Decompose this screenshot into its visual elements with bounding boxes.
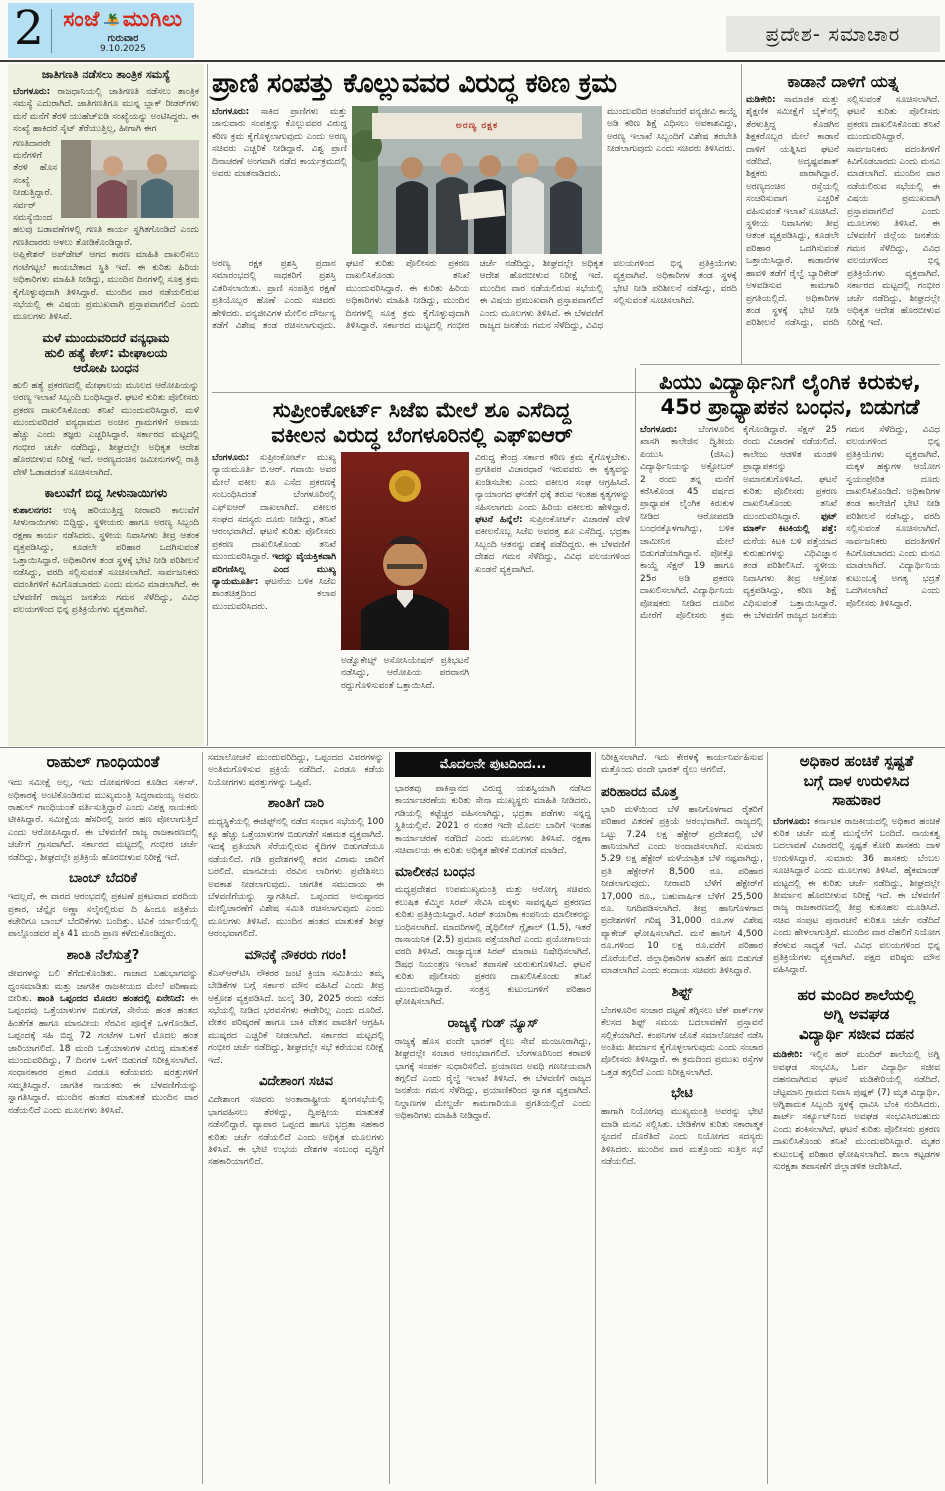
pu-body-bold: ಫುಟ್ ಮಾರ್ಕ್ ಕಿಟಕಿಯಲ್ಲಿ ಪತ್ತೆ: (743, 511, 837, 535)
cji-col-right: ವಿರುದ್ಧ ಕೇಂದ್ರ ಸರ್ಕಾರ ಕಠಿಣ ಕ್ರಮ ಕೈಗೊಳ್ಳಬೇಕು. ಪ್ರಗತಿಪರ ವಿಚಾರಧಾರೆ ಇರುವವರು ಈ ಕೃತ್ಯವನ್ನು ಖಂಡಿಸಬೇಕು ಎಂದು ವಕೀಲರ ಸಂಘ ಆಗ್ರಹಿಸಿದೆ. ನ್ಯಾಯಾಂಗದ ಘನತೆಗೆ ಧಕ್ಕೆ ತರುವ ಇಂತಹ ಕೃತ್ಯಗಳನ್ನು ಸಹಿಸಲಾಗದು ಎಂದು ಹಿರಿಯ ವಕೀಲರು ಹೇಳಿದ್ದಾರೆ. ಘಟನೆ ಹಿನ್ನೆಲೆ: ಸುಪ್ರೀಂಕೋರ್ಟ್ ವಿಚಾರಣೆ ವೇಳೆ ವಕೀಲನೊಬ್ಬ ಸಿಜೆಐ ಅವರತ್ತ ಶೂ ಎಸೆದಿದ್ದ. ಭದ್ರತಾ ಸಿಬ್ಬಂದಿ ಆತನನ್ನು ವಶಕ್ಕೆ ಪಡೆದಿದ್ದರು. ಈ ಬೆಳವಣಿಗೆ ದೇಶದ ಗಮನ ಸೆಳೆದಿದ್ದು, ವಿವಿಧ ವಲಯಗಳಿಂದ ಖಂಡನೆ ವ್ಯಕ್ತವಾಗಿದೆ. (475, 453, 630, 575)
cji-headline-line2: ವಕೀಲನ ವಿರುದ್ಧ ಬೆಂಗಳೂರಿನಲ್ಲಿ ಎಫ್ಐಆರ್ (271, 422, 573, 447)
col4-body-1: ನಿರೀಕ್ಷಿಸಲಾಗಿದೆ. ಇದು ಕೇರಳಕ್ಕೆ ಕಾರ್ಯನಿರ್ವಹಿಸುವ ಮತ್ತೊಂದು ವಂದೇ ಭಾರತ್ ರೈಲು ಆಗಲಿದೆ. (601, 753, 763, 776)
pu-dateline: ಬೆಂಗಳೂರು: (640, 425, 678, 435)
cji-photo (341, 452, 469, 650)
fire-dateline: ಮಡಿಕೇರಿ: (773, 1050, 803, 1061)
peace-body-bold: ಶಾಂತಿ ಒಪ್ಪಂದದ ಮೊದಲ ಹಂತದಲ್ಲಿ ಏನೇನಿದೆ: (37, 993, 185, 1004)
article-caste-census (8, 64, 204, 746)
from-first-page-box: ಮೊದಲನೇ ಪುಟದಿಂದ... (395, 752, 591, 777)
animal-bottom-text: ಅರಣ್ಯ ರಕ್ಷಕ ಪ್ರಶಸ್ತಿ ಪ್ರದಾನ ಸಮಾರಂಭದಲ್ಲಿ ಸಾಧಕರಿಗೆ ಪ್ರಶಸ್ತಿ ವಿತರಿಸಲಾಯಿತು. ಪ್ರಾಣಿ ಸಂಪತ್ತಿನ ರಕ್ಷಣೆ ಪ್ರತಿಯೊಬ್ಬರ ಹೊಣೆ ಎಂದು ಸಚಿವರು ಹೇಳಿದರು. ವನ್ಯಜೀವಿಗಳ ಮೇಲಿನ ದೌರ್ಜನ್ಯ ತಡೆಗೆ ವಿಶೇಷ ತಂಡ ರಚಿಸಲಾಗುವುದು. ಘಟನೆ ಕುರಿತು ಪೊಲೀಸರು ಪ್ರಕರಣ ದಾಖಲಿಸಿಕೊಂಡು ತನಿಖೆ ಮುಂದುವರಿಸಿದ್ದಾರೆ. ಈ ಕುರಿತು ಹಿರಿಯ ಅಧಿಕಾರಿಗಳು ಮಾಹಿತಿ ನೀಡಿದ್ದು, ಮುಂದಿನ ದಿನಗಳಲ್ಲಿ ಸೂಕ್ತ ಕ್ರಮ ಕೈಗೊಳ್ಳುವುದಾಗಿ ತಿಳಿಸಿದ್ದಾರೆ. ಸರ್ಕಾರದ ಮಟ್ಟದಲ್ಲಿ ಗಂಭೀರ ಚರ್ಚೆ ನಡೆದಿದ್ದು, ಶೀಘ್ರದಲ್ಲೇ ಅಧಿಕೃತ ಆದೇಶ ಹೊರಬೀಳುವ ನಿರೀಕ್ಷೆ ಇದೆ. ಮುಂದಿನ ವಾರ ನಡೆಯಲಿರುವ ಸಭೆಯಲ್ಲಿ ಈ ವಿಷಯ ಪ್ರಮುಖವಾಗಿ ಪ್ರಸ್ತಾಪವಾಗಲಿದೆ ಎಂದು ಮೂಲಗಳು ತಿಳಿಸಿವೆ. ಈ ಬೆಳವಣಿಗೆ ರಾಜ್ಯದ ಜನತೆಯ ಗಮನ ಸೆಳೆದಿದ್ದು, ವಿವಿಧ ವಲಯಗಳಿಂದ ಭಿನ್ನ ಪ್ರತಿಕ್ರಿಯೆಗಳು ವ್ಯಕ್ತವಾಗಿವೆ. ಅಧಿಕಾರಿಗಳ ತಂಡ ಸ್ಥಳಕ್ಕೆ ಭೇಟಿ ನೀಡಿ ಪರಿಶೀಲನೆ ನಡೆಸಿದ್ದು, ವರದಿ ಸಲ್ಲಿಸುವಂತೆ ಸೂಚಿಸಲಾಗಿದೆ. (212, 259, 737, 332)
peace-way-subhead: ಶಾಂತಿಗೆ ದಾರಿ (267, 796, 325, 812)
cji-left-bold: ಇದನ್ನು ವೈಯಕ್ತಿಕವಾಗಿ ಪರಿಗಣಿಸಿಲ್ಲ ಎಂದ ಮುಖ್ಯ ನ್ಯಾಯಮೂರ್ತಿ: (212, 552, 336, 588)
owner-arrest-subhead: ಮಾಲೀಕನ ಬಂಧನ (395, 864, 475, 881)
bottom-col-4 (601, 752, 763, 1484)
animal-col-left: ಬೆಂಗಳೂರು: ಸಾಕಿದ ಪ್ರಾಣಿಗಳು ಮತ್ತು ಜಾನುವಾರು ಸಂಪತ್ತನ್ನು ಕೊಲ್ಲುವವರ ವಿರುದ್ಧ ಕಠಿಣ ಕ್ರಮ ಕೈಗೊಳ್ಳಲಾಗುವುದು ಎಂದು ಅರಣ್ಯ ಸಚಿವರು ಎಚ್ಚರಿಕೆ ನೀಡಿದ್ದಾರೆ. ವಿಶ್ವ ಪ್ರಾಣಿ ದಿನಾಚರಣೆ ಅಂಗವಾಗಿ ನಡೆದ ಕಾರ್ಯಕ್ರಮದಲ್ಲಿ ಅವರು ಮಾತನಾಡಿದರು. (212, 107, 347, 180)
bomb-body: ಇದಲ್ಲದೆ, ಈ ವಾರದ ಆರಂಭದಲ್ಲಿ ಪ್ರಕಟಣೆ ಪ್ರಕಟವಾದ ವರದಿಯ ಪ್ರಕಾರ, ಚೆನ್ನೈನ ಅಣ್ಣಾ ಸಲೈನಲ್ಲಿರುವ ದಿ ಹಿಂದೂ ಪತ್ರಿಕೆಯ ಕಚೇರಿಗೂ ಬಾಂಬ್ ಬೆದರಿಕೆಗಳು ಬಂದಿತ್ತು. ಟಿವಿಕೆ ರ್ಯಾಲಿಯಲ್ಲಿ ಪಾಲ್ಗೊಂಡವರ ಪೈಕಿ 41 ಮಂದಿ ಪ್ರಾಣ ಕಳೆದುಕೊಂಡಿದ್ದರು. (8, 892, 198, 940)
caste-body-3: ಅಪ್ಲಿಕೇಶನ್ ಅಪ್‌ಡೇಟ್ ಆಗದ ಕಾರಣ ಮಾಹಿತಿ ದಾಖಲಿಸಲು ಗಂಟೆಗಟ್ಟಲೆ ಕಾಯಬೇಕಾದ ಸ್ಥಿತಿ ಇದೆ. ಈ ಕುರಿತು ಹಿರಿಯ ಅಧಿಕಾರಿಗಳು ಮಾಹಿತಿ ನೀಡಿದ್ದು, ಮುಂದಿನ ದಿನಗಳಲ್ಲಿ ಸೂಕ್ತ ಕ್ರಮ ಕೈಗೊಳ್ಳುವುದಾಗಿ ತಿಳಿಸಿದ್ದಾರೆ. ಮುಂದಿನ ವಾರ ನಡೆಯಲಿರುವ ಸಭೆಯಲ್ಲಿ ಈ ವಿಷಯ ಪ್ರಮುಖವಾಗಿ ಪ್ರಸ್ತಾಪವಾಗಲಿದೆ ಎಂದು ಮೂಲಗಳು ತಿಳಿಸಿವೆ. (13, 250, 199, 323)
caste-photo (61, 140, 199, 222)
col2-body-1: ಸಮಾಲೋಚನೆ ಮುಂದುವರಿದಿದ್ದು, ಒಪ್ಪಂದದ ವಿವರಗಳನ್ನು ಅಂತಿಮಗೊಳಿಸುವ ಪ್ರಕ್ರಿಯೆ ನಡೆದಿದೆ. ಎರಡೂ ಕಡೆಯ ನಿಯೋಗಗಳು ಷರತ್ತುಗಳನ್ನು ಒಪ್ಪಿವೆ. (208, 753, 384, 788)
animal-col-right: ಮುಂದುವರಿದ ಅಂಶವೆಂದರೆ ವನ್ಯಜೀವಿ ಕಾಯ್ದೆ ಅಡಿ ಕಠಿಣ ಶಿಕ್ಷೆ ವಿಧಿಸಲು ಅವಕಾಶವಿದ್ದು, ಅರಣ್ಯ ಇಲಾಖೆ ಸಿಬ್ಬಂದಿಗೆ ವಿಶೇಷ ತರಬೇತಿ ನೀಡಲಾಗುವುದು ಎಂದು ಸಚಿವರು ತಿಳಿಸಿದರು. (607, 107, 737, 155)
bottom-col-1 (8, 752, 198, 1484)
visit-subhead: ಭೇಟಿ (671, 1086, 693, 1102)
rahul-body-1: ಇದು ಸಮೀಕ್ಷೆ ಅಲ್ಲ, ಇದು ದೋಷಗಳಿಂದ ಕೂಡಿದ ಸರ್ಕಸ್. ಅಧಿಕಾರಕ್ಕೆ ಅಂಟಿಕೊಂಡಿರುವ ಮುಖ್ಯಮಂತ್ರಿ ಸಿದ್ದರಾಮಯ್ಯ ಅವರು ರಾಹುಲ್ ಗಾಂಧಿಯಂತೆ ವರ್ತಿಸುತ್ತಿದ್ದಾರೆ ಎಂದು ವಿಪಕ್ಷ ನಾಯಕರು ಟೀಕಿಸಿದ್ದಾರೆ. ಸಮೀಕ್ಷೆಯ ಹೆಸರಿನಲ್ಲಿ ಜನರ ಹಣ ಪೋಲಾಗುತ್ತಿದೆ ಎಂದು ಆರೋಪಿಸಿದ್ದಾರೆ. ಈ ಬೆಳವಣಿಗೆ ರಾಜ್ಯ ರಾಜಕಾರಣದಲ್ಲಿ ಚರ್ಚೆಗೆ ಗ್ರಾಸವಾಗಿದೆ. ಸರ್ಕಾರದ ಮಟ್ಟದಲ್ಲಿ ಗಂಭೀರ ಚರ್ಚೆ ನಡೆದಿದ್ದು, ಶೀಘ್ರದಲ್ಲೇ ಪ್ರತಿಕ್ರಿಯೆ ಹೊರಬೀಳುವ ನಿರೀಕ್ಷೆ ಇದೆ. (8, 778, 198, 863)
shift-subhead: ಶಿಫ್ಟ್ (671, 984, 693, 1000)
page-number: 2 (14, 1, 44, 56)
pu-headline (640, 370, 940, 420)
animal-photo-banner: ಅರಣ್ಯ ರಕ್ಷಕ (372, 113, 582, 138)
power-share-headline (773, 752, 940, 811)
animal-photo (352, 106, 602, 254)
cji-col-mid-below: ಅಡ್ವೊಕೇಟ್ಸ್ ಅಸೋಸಿಯೇಷನ್ ಪ್ರತಿಭಟನೆ ನಡೆಸಿದ್ದು, ಆರೋಪಿಯ ಪರವಾನಗಿ ರದ್ದುಗೊಳಿಸುವಂತೆ ಒತ್ತಾಯಿಸಿದೆ. (341, 656, 469, 691)
col-rule-2 (741, 64, 742, 364)
pu-body: ಬೆಂಗಳೂರು: ಬೆಂಗಳೂರಿನ ಖಾಸಗಿ ಕಾಲೇಜಿನ ದ್ವಿತೀಯ ಪಿಯುಸಿ (ಜಿಸಿಎ) ವಿದ್ಯಾರ್ಥಿನಿಯನ್ನು ಅಕ್ಟೋಬರ್ 2 ರಂದು ತನ್ನ ಮನೆಗೆ ಕರೆಸಿಕೊಂಡ 45 ವರ್ಷದ ಪ್ರಾಧ್ಯಾಪಕ ಲೈಂಗಿಕ ಕಿರುಕುಳ ನೀಡಿದ ಆರೋಪದಡಿ ಬಂಧನಕ್ಕೊಳಗಾಗಿದ್ದು, ಬಳಿಕ ಜಾಮೀನಿನ ಮೇಲೆ ಬಿಡುಗಡೆಯಾಗಿದ್ದಾನೆ. ಪೋಕ್ಸೊ ಕಾಯ್ದೆ ಸೆಕ್ಷನ್ 19 ಹಾಗೂ 25ರ ಅಡಿ ಪ್ರಕರಣ ದಾಖಲಿಸಲಾಗಿದೆ. ವಿದ್ಯಾರ್ಥಿನಿಯ ಪೋಷಕರು ನೀಡಿದ ದೂರಿನ ಮೇರೆಗೆ ಪೊಲೀಸರು ಕ್ರಮ ಕೈಗೊಂಡಿದ್ದಾರೆ. ಸೆಕ್ಷನ್ 25 ರಂದು ವಿಚಾರಣೆ ನಡೆಯಲಿದೆ. ಕಾಲೇಜು ಆಡಳಿತ ಮಂಡಳಿ ಪ್ರಾಧ್ಯಾಪಕನನ್ನು ಅಮಾನತುಗೊಳಿಸಿದೆ. ಘಟನೆ ಕುರಿತು ಪೊಲೀಸರು ಪ್ರಕರಣ ದಾಖಲಿಸಿಕೊಂಡು ತನಿಖೆ ಮುಂದುವರಿಸಿದ್ದಾರೆ. ಫುಟ್ ಮಾರ್ಕ್ ಕಿಟಕಿಯಲ್ಲಿ ಪತ್ತೆ: ಮನೆಯ ಕಿಟಕಿ ಬಳಿ ಪತ್ತೆಯಾದ ಕುರುಹುಗಳನ್ನು ವಿಧಿವಿಜ್ಞಾನ ತಂಡ ಪರಿಶೀಲಿಸಿದೆ. ಸ್ಥಳೀಯ ನಿವಾಸಿಗಳು ತೀವ್ರ ಆಕ್ರೋಶ ವ್ಯಕ್ತಪಡಿಸಿದ್ದು, ಕಠಿಣ ಶಿಕ್ಷೆ ವಿಧಿಸುವಂತೆ ಒತ್ತಾಯಿಸಿದ್ದಾರೆ. ಈ ಬೆಳವಣಿಗೆ ರಾಜ್ಯದ ಜನತೆಯ ಗಮನ ಸೆಳೆದಿದ್ದು, ವಿವಿಧ ವಲಯಗಳಿಂದ ಭಿನ್ನ ಪ್ರತಿಕ್ರಿಯೆಗಳು ವ್ಯಕ್ತವಾಗಿವೆ. ಮಕ್ಕಳ ಹಕ್ಕುಗಳ ಆಯೋಗ ಸ್ವಯಂಪ್ರೇರಿತ ದೂರು ದಾಖಲಿಸಿಕೊಂಡಿದೆ. ಅಧಿಕಾರಿಗಳ ತಂಡ ಕಾಲೇಜಿಗೆ ಭೇಟಿ ನೀಡಿ ಪರಿಶೀಲನೆ ನಡೆಸಿದ್ದು, ವರದಿ ಸಲ್ಲಿಸುವಂತೆ ಸೂಚಿಸಲಾಗಿದೆ. ಸಾರ್ವಜನಿಕರು ವದಂತಿಗಳಿಗೆ ಕಿವಿಗೊಡಬಾರದು ಎಂದು ಮನವಿ ಮಾಡಲಾಗಿದೆ. ವಿದ್ಯಾರ್ಥಿನಿಯ ಕುಟುಂಬಕ್ಕೆ ಅಗತ್ಯ ಭದ್ರತೆ ಒದಗಿಸಲಾಗಿದೆ ಎಂದು ಪೊಲೀಸರು ತಿಳಿಸಿದ್ದಾರೆ. (640, 425, 940, 622)
compensation-subhead: ಪರಿಹಾರದ ಮೊತ್ತ (601, 783, 678, 800)
col-rule-3 (635, 368, 636, 746)
shift-body: ಬೆಂಗಳೂರಿನ ಸಂಚಾರ ದಟ್ಟಣೆ ತಗ್ಗಿಸಲು ಟೆಕ್ ಪಾರ್ಕ್‌ಗಳ ಕೆಲಸದ ಶಿಫ್ಟ್ ಸಮಯ ಬದಲಾವಣೆಗೆ ಪ್ರಸ್ತಾವನೆ ಸಲ್ಲಿಕೆಯಾಗಿದೆ. ಕಂಪನಿಗಳ ಜೊತೆ ಸಮಾಲೋಚನೆ ನಡೆಸಿ ಅಂತಿಮ ತೀರ್ಮಾನ ಕೈಗೊಳ್ಳಲಾಗುವುದು ಎಂದು ಸಂಚಾರ ಪೊಲೀಸರು ತಿಳಿಸಿದ್ದಾರೆ. ಈ ಕ್ರಮದಿಂದ ಪ್ರಮುಖ ರಸ್ತೆಗಳ ಒತ್ತಡ ತಗ್ಗಲಿದೆ ಎಂದು ನಿರೀಕ್ಷಿಸಲಾಗಿದೆ. (601, 1005, 763, 1078)
power-share-headline-line3: ಸಾಹುಕಾರ (832, 791, 881, 809)
compensation-body: ಭಾರಿ ಮಳೆಯಿಂದ ಬೆಳೆ ಹಾನಿಗೊಳಗಾದ ರೈತರಿಗೆ ಪರಿಹಾರ ವಿತರಣೆ ಪ್ರಕ್ರಿಯೆ ಆರಂಭವಾಗಿದೆ. ರಾಜ್ಯದಲ್ಲಿ ಒಟ್ಟು 7.24 ಲಕ್ಷ ಹೆಕ್ಟೇರ್ ಪ್ರದೇಶದಲ್ಲಿ ಬೆಳೆ ಹಾನಿಯಾಗಿದೆ ಎಂದು ಅಂದಾಜಿಸಲಾಗಿದೆ. ಸುಮಾರು 5.29 ಲಕ್ಷ ಹೆಕ್ಟೇರ್ ಮಳೆಯಾಶ್ರಿತ ಬೆಳೆ ನಷ್ಟವಾಗಿದ್ದು, ಪ್ರತಿ ಹೆಕ್ಟೇರ್‌ಗೆ 8,500 ರೂ. ಪರಿಹಾರ ನೀಡಲಾಗುವುದು. ನೀರಾವರಿ ಬೆಳೆಗೆ ಹೆಕ್ಟೇರ್‌ಗೆ 17,000 ರೂ., ಬಹುವಾರ್ಷಿಕ ಬೆಳೆಗೆ 25,500 ರೂ. ನಿಗದಿಪಡಿಸಲಾಗಿದೆ. ತೀವ್ರ ಹಾನಿಗೊಳಗಾದ ಪ್ರದೇಶಗಳಿಗೆ ಗರಿಷ್ಠ 31,000 ರೂ.ಗಳ ವಿಶೇಷ ಪ್ಯಾಕೇಜ್ ಘೋಷಿಸಲಾಗಿದೆ. ಮನೆ ಹಾನಿಗೆ 4,500 ರೂ.ಗಳಿಂದ 10 ಲಕ್ಷ ರೂ.ವರೆಗೆ ಪರಿಹಾರ ದೊರೆಯಲಿದೆ. ಜಿಲ್ಲಾಧಿಕಾರಿಗಳ ಖಾತೆಗೆ ಹಣ ಬಿಡುಗಡೆ ಮಾಡಲಾಗಿದೆ ಎಂದು ಕಂದಾಯ ಸಚಿವರು ತಿಳಿಸಿದ್ದಾರೆ. (601, 804, 763, 977)
foreign-minister-body: ವಿದೇಶಾಂಗ ಸಚಿವರು ಅಂತಾರಾಷ್ಟ್ರೀಯ ಶೃಂಗಸಭೆಯಲ್ಲಿ ಭಾಗವಹಿಸಲು ತೆರಳಿದ್ದು, ದ್ವಿಪಕ್ಷೀಯ ಮಾತುಕತೆ ನಡೆಸಲಿದ್ದಾರೆ. ವ್ಯಾಪಾರ ಒಪ್ಪಂದ ಹಾಗೂ ಭದ್ರತಾ ಸಹಕಾರ ಕುರಿತು ಚರ್ಚೆ ನಡೆಯಲಿದೆ ಎಂದು ಅಧಿಕೃತ ಮೂಲಗಳು ತಿಳಿಸಿವೆ. ಈ ಭೇಟಿ ಉಭಯ ದೇಶಗಳ ಸಂಬಂಧ ವೃದ್ಧಿಗೆ ಸಹಕಾರಿಯಾಗಲಿದೆ. (208, 1095, 384, 1168)
caste-subhead1-line2: ಹುಲಿ ಹತ್ಯೆ ಕೇಸ್: ಮೇಘಾಲಯ (44, 345, 168, 360)
owner-arrest-body: ಮಧ್ಯಪ್ರದೇಶದ ಉಪಮುಖ್ಯಮಂತ್ರಿ ಮತ್ತು ಆರೋಗ್ಯ ಸಚಿವರು ಕಲುಷಿತ ಕೆಮ್ಮಿನ ಸಿರಪ್ ಸೇವಿಸಿ ಮಕ್ಕಳು ಸಾವನ್ನಪ್ಪಿದ ಪ್ರಕರಣದ ಕುರಿತು ಪ್ರತಿಕ್ರಿಯಿಸಿದ್ದಾರೆ. ಸಿರಪ್ ತಯಾರಿಕಾ ಕಂಪನಿಯ ಮಾಲೀಕನನ್ನು ಬಂಧಿಸಲಾಗಿದೆ. ಮಾದರಿಗಳಲ್ಲಿ ಡೈಥಿಲೀನ್ ಗ್ಲೈಕಾಲ್ (1.5), ಇತರೆ ರಾಸಾಯನಿಕ (2.5) ಪ್ರಮಾಣ ಪತ್ತೆಯಾಗಿದೆ ಎಂದು ಪ್ರಯೋಗಾಲಯ ವರದಿ ತಿಳಿಸಿದೆ. ರಾಜ್ಯಾದ್ಯಂತ ಸಿರಪ್ ಮಾರಾಟ ನಿಷೇಧಿಸಲಾಗಿದೆ. ಔಷಧ ನಿಯಂತ್ರಣ ಇಲಾಖೆ ತಪಾಸಣೆ ಚುರುಕುಗೊಳಿಸಿದೆ. ಘಟನೆ ಕುರಿತು ಪೊಲೀಸರು ಪ್ರಕರಣ ದಾಖಲಿಸಿಕೊಂಡು ತನಿಖೆ ಮುಂದುವರಿಸಿದ್ದಾರೆ. ಸಂತ್ರಸ್ತ ಕುಟುಂಬಗಳಿಗೆ ಪರಿಹಾರ ಘೋಷಿಸಲಾಗಿದೆ. (395, 885, 591, 1008)
animal-headline: ಪ್ರಾಣಿ ಸಂಪತ್ತು ಕೊಲ್ಲುವವರ ವಿರುದ್ಧ ಕಠಿಣ ಕ್ರಮ (212, 68, 617, 99)
section-title: ಪ್ರದೇಶ- ಸಮಾಚಾರ (726, 16, 940, 52)
bottom-col-3 (395, 752, 591, 1484)
power-share-headline-line2: ಬಗ್ಗೆ ದಾಳ ಉರುಳಿಸಿದ (803, 771, 910, 790)
workers-subhead: ಮೌನಕ್ಕೆ ನೌಕರರು ಗರಂ! (244, 947, 348, 963)
elephant-body: ಮಡಿಕೇರಿ: ಸಾಮಾಜಿಕ ಮತ್ತು ಶೈಕ್ಷಣಿಕ ಸಮೀಕ್ಷೆಗೆ ಬೈಕ್‌ನಲ್ಲಿ ತೆರಳುತ್ತಿದ್ದ ಕೊಡಗಿನ ಶಿಕ್ಷಕರೊಬ್ಬರ ಮೇಲೆ ಕಾಡಾನೆ ದಾಳಿಗೆ ಯತ್ನಿಸಿದ ಘಟನೆ ನಡೆದಿದೆ. ಅದೃಷ್ಟವಶಾತ್ ಶಿಕ್ಷಕರು ಪಾರಾಗಿದ್ದಾರೆ. ಅರಣ್ಯದಂಚಿನ ರಸ್ತೆಯಲ್ಲಿ ಸಂಚರಿಸುವಾಗ ಎಚ್ಚರಿಕೆ ವಹಿಸುವಂತೆ ಇಲಾಖೆ ಸೂಚಿಸಿದೆ. ಸ್ಥಳೀಯ ನಿವಾಸಿಗಳು ತೀವ್ರ ಆತಂಕ ವ್ಯಕ್ತಪಡಿಸಿದ್ದು, ಕೂಡಲೇ ಪರಿಹಾರ ಒದಗಿಸುವಂತೆ ಒತ್ತಾಯಿಸಿದ್ದಾರೆ. ಕಾಡಾನೆಗಳ ಹಾವಳಿ ತಡೆಗೆ ರೈಲ್ವೆ ಬ್ಯಾರಿಕೇಡ್ ಅಳವಡಿಸುವ ಕಾಮಗಾರಿ ಪ್ರಗತಿಯಲ್ಲಿದೆ. ಅಧಿಕಾರಿಗಳ ತಂಡ ಸ್ಥಳಕ್ಕೆ ಭೇಟಿ ನೀಡಿ ಪರಿಶೀಲನೆ ನಡೆಸಿದ್ದು, ವರದಿ ಸಲ್ಲಿಸುವಂತೆ ಸೂಚಿಸಲಾಗಿದೆ. ಘಟನೆ ಕುರಿತು ಪೊಲೀಸರು ಪ್ರಕರಣ ದಾಖಲಿಸಿಕೊಂಡು ತನಿಖೆ ಮುಂದುವರಿಸಿದ್ದಾರೆ. ಸಾರ್ವಜನಿಕರು ವದಂತಿಗಳಿಗೆ ಕಿವಿಗೊಡಬಾರದು ಎಂದು ಮನವಿ ಮಾಡಲಾಗಿದೆ. ಮುಂದಿನ ವಾರ ನಡೆಯಲಿರುವ ಸಭೆಯಲ್ಲಿ ಈ ವಿಷಯ ಪ್ರಮುಖವಾಗಿ ಪ್ರಸ್ತಾಪವಾಗಲಿದೆ ಎಂದು ಮೂಲಗಳು ತಿಳಿಸಿವೆ. ಈ ಬೆಳವಣಿಗೆ ಜಿಲ್ಲೆಯ ಜನತೆಯ ಗಮನ ಸೆಳೆದಿದ್ದು, ವಿವಿಧ ವಲಯಗಳಿಂದ ಭಿನ್ನ ಪ್ರತಿಕ್ರಿಯೆಗಳು ವ್ಯಕ್ತವಾಗಿವೆ. ಸರ್ಕಾರದ ಮಟ್ಟದಲ್ಲಿ ಗಂಭೀರ ಚರ್ಚೆ ನಡೆದಿದ್ದು, ಶೀಘ್ರದಲ್ಲೇ ಅಧಿಕೃತ ಆದೇಶ ಹೊರಬೀಳುವ ನಿರೀಕ್ಷೆ ಇದೆ. (746, 95, 940, 329)
caste-subhead2: ಕಾಲುವೆಗೆ ಬಿದ್ದ ಸೀಳುನಾಯಿಗಳು (44, 485, 168, 500)
header-rule (0, 60, 945, 62)
caste-subhead1-line3: ಆರೋಪಿ ಬಂಧನ (73, 360, 139, 375)
pu-headline-line2: 45ರ ಪ್ರಾಧ್ಯಾಪಕನ ಬಂಧನ, ಬಿಡುಗಡೆ (660, 394, 920, 419)
pu-top-rule (640, 364, 940, 365)
bottom-rule-1 (202, 752, 203, 1484)
workers-body: ಕೆಎಸ್ಆರ್‌ಟಿಸಿ ನೌಕರರ ಜಂಟಿ ಕ್ರಿಯಾ ಸಮಿತಿಯು ತಮ್ಮ ಬೇಡಿಕೆಗಳ ಬಗ್ಗೆ ಸರ್ಕಾರ ಮೌನ ವಹಿಸಿದೆ ಎಂದು ತೀವ್ರ ಆಕ್ರೋಶ ವ್ಯಕ್ತಪಡಿಸಿದೆ. ಜುಲೈ 30, 2025 ರಂದು ನಡೆದ ಸಭೆಯಲ್ಲಿ ನೀಡಿದ ಭರವಸೆಗಳು ಈಡೇರಿಲ್ಲ ಎಂದು ದೂರಿದೆ. ವೇತನ ಪರಿಷ್ಕರಣೆ ಹಾಗೂ ಬಾಕಿ ವೇತನ ಪಾವತಿಗೆ ಆಗ್ರಹಿಸಿ ಮುಷ್ಕರದ ಎಚ್ಚರಿಕೆ ನೀಡಲಾಗಿದೆ. ಸರ್ಕಾರದ ಮಟ್ಟದಲ್ಲಿ ಗಂಭೀರ ಚರ್ಚೆ ನಡೆದಿದ್ದು, ಶೀಘ್ರದಲ್ಲೇ ಸಭೆ ಕರೆಯುವ ನಿರೀಕ್ಷೆ ಇದೆ. (208, 968, 384, 1066)
power-share-headline-line1: ಅಧಿಕಾರ ಹಂಚಿಕೆ ಸ್ಪಷ್ಟತೆ (799, 752, 914, 770)
col-rule-1 (207, 64, 208, 746)
palm-sun-logo-icon (102, 8, 121, 32)
caste-body-4: ಹುಲಿ ಹತ್ಯೆ ಪ್ರಕರಣದಲ್ಲಿ ಮೇಘಾಲಯ ಮೂಲದ ಆರೋಪಿಯನ್ನು ಅರಣ್ಯ ಇಲಾಖೆ ಸಿಬ್ಬಂದಿ ಬಂಧಿಸಿದ್ದಾರೆ. ಘಟನೆ ಕುರಿತು ಪೊಲೀಸರು ಪ್ರಕರಣ ದಾಖಲಿಸಿಕೊಂಡು ತನಿಖೆ ಮುಂದುವರಿಸಿದ್ದಾರೆ. ಮಳೆ ಮುಂದುವರಿದರೆ ವನ್ಯಧಾಮದ ಅಂಚಿನ ಗ್ರಾಮಗಳಿಗೆ ಅಪಾಯ ಹೆಚ್ಚು ಎಂದು ತಜ್ಞರು ಎಚ್ಚರಿಸಿದ್ದಾರೆ. ಸರ್ಕಾರದ ಮಟ್ಟದಲ್ಲಿ ಗಂಭೀರ ಚರ್ಚೆ ನಡೆದಿದ್ದು, ಶೀಘ್ರದಲ್ಲೇ ಅಧಿಕೃತ ಆದೇಶ ಹೊರಬೀಳುವ ನಿರೀಕ್ಷೆ ಇದೆ. ಅರಣ್ಯದಂಚಿನ ಜಮೀನುಗಳಲ್ಲಿ ರಾತ್ರಿ ವೇಳೆ ಓಡಾಡದಂತೆ ಸೂಚಿಸಲಾಗಿದೆ. (13, 380, 199, 478)
animal-dateline: ಬೆಂಗಳೂರು: (212, 107, 250, 117)
fire-body: ಮಡಿಕೇರಿ: ಇಲ್ಲಿನ ಹರ್ ಮಂದಿರ್ ಶಾಲೆಯಲ್ಲಿ ಅಗ್ನಿ ಅವಘಡ ಸಂಭವಿಸಿ, ಓರ್ವ ವಿದ್ಯಾರ್ಥಿ ಸಜೀವ ದಹನವಾಗಿರುವ ಘಟನೆ ಮಡಿಕೇರಿಯಲ್ಲಿ ನಡೆದಿದೆ. ಚೆಟ್ಟಮಾನಿ ಗ್ರಾಮದ ನಿವಾಸಿ ಪುಷ್ಪಕ್ (7) ಮೃತ ವಿದ್ಯಾರ್ಥಿ. ಅಗ್ನಿಶಾಮಕ ಸಿಬ್ಬಂದಿ ಸ್ಥಳಕ್ಕೆ ಧಾವಿಸಿ ಬೆಂಕಿ ನಂದಿಸಿದರು. ಶಾರ್ಟ್ ಸರ್ಕ್ಯೂಟ್‌ನಿಂದ ಅವಘಡ ಸಂಭವಿಸಿರಬಹುದು ಎಂದು ಶಂಕಿಸಲಾಗಿದೆ. ಘಟನೆ ಕುರಿತು ಪೊಲೀಸರು ಪ್ರಕರಣ ದಾಖಲಿಸಿಕೊಂಡು ತನಿಖೆ ಮುಂದುವರಿಸಿದ್ದಾರೆ. ಮೃತರ ಕುಟುಂಬಕ್ಕೆ ಪರಿಹಾರ ಘೋಷಿಸಲಾಗಿದೆ. ಶಾಲಾ ಕಟ್ಟಡಗಳ ಸುರಕ್ಷತಾ ತಪಾಸಣೆಗೆ ಜಿಲ್ಲಾಡಳಿತ ಆದೇಶಿಸಿದೆ. (773, 1050, 940, 1172)
bottom-band-rule (0, 747, 945, 748)
operation-body: ಭಾರತವು ಪಾಕಿಸ್ತಾನದ ವಿರುದ್ಧ ಯಶಸ್ವಿಯಾಗಿ ನಡೆಸಿದ ಕಾರ್ಯಾಚರಣೆಯ ಕುರಿತು ಸೇನಾ ಮುಖ್ಯಸ್ಥರು ಮಾಹಿತಿ ನೀಡಿದರು. ಗಡಿಯಲ್ಲಿ ಕಟ್ಟೆಚ್ಚರ ವಹಿಸಲಾಗಿದ್ದು, ಭದ್ರತಾ ಪಡೆಗಳು ಸನ್ನದ್ಧ ಸ್ಥಿತಿಯಲ್ಲಿವೆ. 2021 ರ ನಂತರ ಇದೇ ಮೊದಲ ಬಾರಿಗೆ ಇಂತಹ ಕಾರ್ಯಾಚರಣೆ ನಡೆದಿದೆ ಎಂದು ಮೂಲಗಳು ತಿಳಿಸಿವೆ. ರಕ್ಷಣಾ ಸಚಿವಾಲಯ ಈ ಕುರಿತು ಅಧಿಕೃತ ಹೇಳಿಕೆ ಬಿಡುಗಡೆ ಮಾಡಿದೆ. (395, 784, 591, 857)
cji-headline-line1: ಸುಪ್ರೀಂಕೋರ್ಟ್ ಸಿಜೆಐ ಮೇಲೆ ಶೂ ಎಸೆದಿದ್ದ (272, 398, 572, 422)
caste-body-2: ಗಣತಿದಾರರೇ ಮನೆಗಳಿಗೆ ತೆರಳಿ ಹೊಸ ಸಂಖ್ಯೆ ನೀಡುತ್ತಿದ್ದಾರೆ. ಸರ್ವರ್ ಸಮಸ್ಯೆಯಿಂದ ಹಲವು ಬಡಾವಣೆಗಳಲ್ಲಿ ಗಣತಿ ಕಾರ್ಯ ಸ್ಥಗಿತಗೊಂಡಿದೆ ಎಂದು ಗಣತಿದಾರರು ಅಳಲು ತೋಡಿಕೊಂಡಿದ್ದಾರೆ. (13, 138, 199, 248)
masthead-date: 9.10.2025 (100, 44, 146, 54)
fire-headline-line1: ಹರ ಮಂದಿರ ಶಾಲೆಯಲ್ಲಿ (797, 985, 916, 1004)
peace-way-body: ಮಧ್ಯಸ್ಥಿಕೆಯಲ್ಲಿ ಈಜಿಪ್ಟ್‌ನಲ್ಲಿ ನಡೆದ ಸಂಧಾನ ಸಭೆಯಲ್ಲಿ 100 ಕ್ಕೂ ಹೆಚ್ಚು ಒತ್ತೆಯಾಳುಗಳ ಬಿಡುಗಡೆಗೆ ಸಹಮತ ವ್ಯಕ್ತವಾಗಿದೆ. ಇದಕ್ಕೆ ಪ್ರತಿಯಾಗಿ ಸೆರೆಯಲ್ಲಿರುವ ಕೈದಿಗಳ ಬಿಡುಗಡೆಯೂ ನಡೆಯಲಿದೆ. ಗಡಿ ಪ್ರದೇಶಗಳಲ್ಲಿ ಕದನ ವಿರಾಮ ಜಾರಿಗೆ ಬರಲಿದೆ. ಮಾನವೀಯ ನೆರವಿನ ಲಾರಿಗಳು ಪ್ರವೇಶಿಸಲು ಅವಕಾಶ ನೀಡಲಾಗುವುದು. ಜಾಗತಿಕ ಸಮುದಾಯ ಈ ಬೆಳವಣಿಗೆಯನ್ನು ಸ್ವಾಗತಿಸಿದೆ. ಒಪ್ಪಂದದ ಅನುಷ್ಠಾನದ ಮೇಲ್ವಿಚಾರಣೆಗೆ ವಿಶೇಷ ಸಮಿತಿ ರಚಿಸಲಾಗುವುದು ಎಂದು ಮೂಲಗಳು ತಿಳಿಸಿವೆ. ಮುಂದಿನ ಹಂತದ ಮಾತುಕತೆ ಶೀಘ್ರ ಆರಂಭವಾಗಲಿದೆ. (208, 817, 384, 940)
cji-headline (212, 398, 632, 448)
goodnews-body: ರಾಜ್ಯಕ್ಕೆ ಹೊಸ ವಂದೇ ಭಾರತ್ ರೈಲು ಸೇವೆ ಮಂಜೂರಾಗಿದ್ದು, ಶೀಘ್ರದಲ್ಲೇ ಸಂಚಾರ ಆರಂಭವಾಗಲಿದೆ. ಬೆಂಗಳೂರಿನಿಂದ ಕರಾವಳಿ ಭಾಗಕ್ಕೆ ಸಂಪರ್ಕ ಸುಧಾರಿಸಲಿದೆ. ಪ್ರಯಾಣದ ಅವಧಿ ಗಣನೀಯವಾಗಿ ತಗ್ಗಲಿದೆ ಎಂದು ರೈಲ್ವೆ ಇಲಾಖೆ ತಿಳಿಸಿದೆ. ಈ ಬೆಳವಣಿಗೆ ರಾಜ್ಯದ ಜನತೆಯ ಗಮನ ಸೆಳೆದಿದ್ದು, ಪ್ರಯಾಣಿಕರಿಂದ ಸ್ವಾಗತ ವ್ಯಕ್ತವಾಗಿದೆ. ನಿಲ್ದಾಣಗಳ ಮೇಲ್ದರ್ಜೆ ಕಾಮಗಾರಿಯೂ ಪ್ರಗತಿಯಲ್ಲಿದೆ ಎಂದು ಅಧಿಕಾರಿಗಳು ಮಾಹಿತಿ ನೀಡಿದ್ದಾರೆ. (395, 1036, 591, 1122)
cji-right-bold: ಘಟನೆ ಹಿನ್ನೆಲೆ: (475, 515, 523, 526)
bomb-subhead: ಬಾಂಬ್ ಬೆದರಿಕೆ (69, 870, 137, 886)
fire-headline-line3: ವಿದ್ಯಾರ್ಥಿ ಸಜೀವ ದಹನ (798, 1024, 915, 1043)
rahul-headline: ರಾಹುಲ್ ಗಾಂಧಿಯಂತೆ (46, 753, 160, 771)
bottom-col-5 (773, 752, 940, 1484)
bottom-col-2 (208, 752, 384, 1484)
cji-col-left: ಬೆಂಗಳೂರು: ಸುಪ್ರೀಂಕೋರ್ಟ್ ಮುಖ್ಯ ನ್ಯಾಯಮೂರ್ತಿ ಬಿ.ಆರ್. ಗವಾಯಿ ಅವರ ಮೇಲೆ ವಕೀಲ ಶೂ ಎಸೆದ ಪ್ರಕರಣಕ್ಕೆ ಸಂಬಂಧಿಸಿದಂತೆ ಬೆಂಗಳೂರಿನಲ್ಲಿ ಎಫ್ಐಆರ್ ದಾಖಲಾಗಿದೆ. ವಕೀಲರ ಸಂಘದ ಸದಸ್ಯರು ದೂರು ನೀಡಿದ್ದು, ತನಿಖೆ ಆರಂಭವಾಗಿದೆ. ಘಟನೆ ಕುರಿತು ಪೊಲೀಸರು ಪ್ರಕರಣ ದಾಖಲಿಸಿಕೊಂಡು ತನಿಖೆ ಮುಂದುವರಿಸಿದ್ದಾರೆ. ಇದನ್ನು ವೈಯಕ್ತಿಕವಾಗಿ ಪರಿಗಣಿಸಿಲ್ಲ ಎಂದ ಮುಖ್ಯ ನ್ಯಾಯಮೂರ್ತಿ: ಘಟನೆಯ ಬಳಿಕ ಸಿಜೆಐ ಶಾಂತಚಿತ್ತದಿಂದ ಕಲಾಪ ಮುಂದುವರಿಸಿದರು. (212, 453, 336, 612)
elephant-dateline: ಮಡಿಕೇರಿ: (746, 95, 776, 105)
caste-subhead1-line1: ಮಳೆ ಮುಂದುವರಿದರೆ ವನ್ಯಧಾಮ (42, 330, 170, 345)
caste-body-1: ರಾಜಧಾನಿಯಲ್ಲಿ ಜಾತಿಗಣತಿ ನಡೆಸಲು ತಾಂತ್ರಿಕ ಸಮಸ್ಯೆ ಎದುರಾಗಿದೆ. ಜಾತಿಗಣತಿಗೂ ಮುನ್ನ ಬ್ಲಾಕ್ ರೀಡರ್‌ಗಳು ಮನೆ ಮನೆಗೆ ತೆರಳಿ ಯುಹೆಚ್‌ಐಡಿ ಸಂಖ್ಯೆಯನ್ನು ಅಂಟಿಸಿದ್ದರು. ಈ ಸಂಖ್ಯೆ ಹಾಕಿದರೆ ಸೈಟ್ ತೆರೆಯುತ್ತಿಲ್ಲ, ಹೀಗಾಗಿ ಈಗ (13, 87, 199, 135)
masthead-day: ಗುರುವಾರ (107, 33, 139, 44)
bottom-rule-3 (595, 752, 596, 1484)
fire-headline (773, 986, 940, 1045)
peace-body: ಜೀವಗಳನ್ನು ಬಲಿ ತೆಗೆದುಕೊಂಡಿತು. ಗಾಜಾದ ಬಹುಭಾಗವನ್ನು ಧ್ವಂಸಮಾಡಿತು ಮತ್ತು ಜಾಗತಿಕ ರಾಜಕೀಯದ ಮೇಲೆ ಪರಿಣಾಮ ಬೀರಿತು. ಶಾಂತಿ ಒಪ್ಪಂದದ ಮೊದಲ ಹಂತದಲ್ಲಿ ಏನೇನಿದೆ: ಈ ಒಪ್ಪಂದವು ಒತ್ತೆಯಾಳುಗಳ ಬಿಡುಗಡೆ, ಸೇನೆಯ ಹಂತ ಹಂತದ ಹಿಂತೆಗೆತ ಹಾಗೂ ಮಾನವೀಯ ನೆರವಿನ ಪೂರೈಕೆ ಒಳಗೊಂಡಿದೆ. ಒಪ್ಪಂದಕ್ಕೆ ಸಹಿ ಬಿದ್ದ 72 ಗಂಟೆಗಳ ಒಳಗೆ ಮೊದಲ ಹಂತ ಜಾರಿಯಾಗಲಿದೆ. 18 ಮಂದಿ ಒತ್ತೆಯಾಳುಗಳ ವಿರುದ್ಧ ಮಾತುಕತೆ ಮುಂದುವರಿದಿದ್ದು, 7 ದಿನಗಳ ಒಳಗೆ ಬಿಡುಗಡೆ ನಿರೀಕ್ಷಿಸಲಾಗಿದೆ. ಸಂಧಾನಕಾರರ ಪ್ರಕಾರ ಎರಡೂ ಕಡೆಯವರು ಷರತ್ತುಗಳಿಗೆ ಸಮ್ಮತಿಸಿದ್ದಾರೆ. ಜಾಗತಿಕ ನಾಯಕರು ಈ ಬೆಳವಣಿಗೆಯನ್ನು ಸ್ವಾಗತಿಸಿದ್ದಾರೆ. ಮುಂದಿನ ಹಂತದ ಮಾತುಕತೆ ಮುಂದಿನ ವಾರ ನಡೆಯಲಿದೆ ಎಂದು ಮೂಲಗಳು ತಿಳಿಸಿವೆ. (8, 969, 198, 1116)
power-share-dateline: ಬೆಂಗಳೂರು: (773, 816, 811, 827)
masthead-word1: ಸಂಜೆ (63, 7, 100, 31)
power-share-body: ಬೆಂಗಳೂರು: ಕರ್ನಾಟಕ ರಾಜಕೀಯದಲ್ಲಿ ಅಧಿಕಾರ ಹಂಚಿಕೆ ಕುರಿತ ಚರ್ಚೆ ಮತ್ತೆ ಮುನ್ನೆಲೆಗೆ ಬಂದಿದೆ. ನಾಯಕತ್ವ ಬದಲಾವಣೆ ವಿಚಾರದಲ್ಲಿ ಸ್ಪಷ್ಟತೆ ಕೋರಿ ಶಾಸಕರು ದಾಳ ಉರುಳಿಸಿದ್ದಾರೆ. ಸುಮಾರು 36 ಶಾಸಕರು ಬೆಂಬಲ ಸೂಚಿಸಿದ್ದಾರೆ ಎಂದು ಮೂಲಗಳು ತಿಳಿಸಿವೆ. ಹೈಕಮಾಂಡ್ ಮಟ್ಟದಲ್ಲಿ ಈ ಕುರಿತು ಚರ್ಚೆ ನಡೆದಿದ್ದು, ಶೀಘ್ರದಲ್ಲೇ ತೀರ್ಮಾನ ಹೊರಬೀಳುವ ನಿರೀಕ್ಷೆ ಇದೆ. ಈ ಬೆಳವಣಿಗೆ ರಾಜ್ಯ ರಾಜಕಾರಣದಲ್ಲಿ ತೀವ್ರ ಕುತೂಹಲ ಮೂಡಿಸಿದೆ. ಸಚಿವ ಸಂಪುಟ ಪುನಾರಚನೆ ಕುರಿತೂ ಚರ್ಚೆ ನಡೆದಿದೆ ಎಂದು ಹೇಳಲಾಗುತ್ತಿದೆ. ಮುಂದಿನ ವಾರ ದೆಹಲಿಗೆ ನಿಯೋಗ ತೆರಳುವ ಸಾಧ್ಯತೆ ಇದೆ. ವಿವಿಧ ವಲಯಗಳಿಂದ ಭಿನ್ನ ಪ್ರತಿಕ್ರಿಯೆಗಳು ವ್ಯಕ್ತವಾಗಿವೆ. ಪಕ್ಷದ ವರಿಷ್ಠರು ಮೌನ ವಹಿಸಿದ್ದಾರೆ. (773, 816, 940, 976)
foreign-minister-subhead: ವಿದೇಶಾಂಗ ಸಚಿವ (258, 1074, 334, 1090)
caste-dateline: ಬೆಂಗಳೂರು: (13, 87, 51, 97)
fire-headline-line2: ಅಗ್ನಿ ಅವಘಡ (823, 1005, 890, 1024)
elephant-headline: ಕಾಡಾನೆ ದಾಳಿಗೆ ಯತ್ನ (787, 72, 899, 91)
caste-body-5: ಉಕ್ಕಿ ಹರಿಯುತ್ತಿದ್ದ ನೀರಾವರಿ ಕಾಲುವೆಗೆ ಸೀಳುನಾಯಿಗಳು ಬಿದ್ದಿದ್ದು, ಸ್ಥಳೀಯರು ಹಾಗೂ ಅರಣ್ಯ ಸಿಬ್ಬಂದಿ ರಕ್ಷಣಾ ಕಾರ್ಯ ನಡೆಸಿದರು. ಸ್ಥಳೀಯ ನಿವಾಸಿಗಳು ತೀವ್ರ ಆತಂಕ ವ್ಯಕ್ತಪಡಿಸಿದ್ದು, ಕೂಡಲೇ ಪರಿಹಾರ ಒದಗಿಸುವಂತೆ ಒತ್ತಾಯಿಸಿದ್ದಾರೆ. ಅಧಿಕಾರಿಗಳ ತಂಡ ಸ್ಥಳಕ್ಕೆ ಭೇಟಿ ನೀಡಿ ಪರಿಶೀಲನೆ ನಡೆಸಿದ್ದು, ವರದಿ ಸಲ್ಲಿಸುವಂತೆ ಸೂಚಿಸಲಾಗಿದೆ. ಸಾರ್ವಜನಿಕರು ವದಂತಿಗಳಿಗೆ ಕಿವಿಗೊಡಬಾರದು ಎಂದು ಮನವಿ ಮಾಡಲಾಗಿದೆ. ಈ ಬೆಳವಣಿಗೆ ರಾಜ್ಯದ ಜನತೆಯ ಗಮನ ಸೆಳೆದಿದ್ದು, ವಿವಿಧ ವಲಯಗಳಿಂದ ಭಿನ್ನ ಪ್ರತಿಕ್ರಿಯೆಗಳು ವ್ಯಕ್ತವಾಗಿವೆ. (13, 505, 199, 616)
cji-dateline: ಬೆಂಗಳೂರು: (212, 453, 250, 463)
caste-headline: ಜಾತಿಗಣತಿ ನಡೆಸಲು ತಾಂತ್ರಿಕ ಸಮಸ್ಯೆ (41, 68, 171, 81)
masthead (8, 3, 194, 58)
goodnews-subhead: ರಾಜ್ಯಕ್ಕೆ ಗುಡ್ ನ್ಯೂಸ್ (447, 1015, 539, 1031)
visit-body: ಹಾಗಾಗಿ ನಿಯೋಗವು ಮುಖ್ಯಮಂತ್ರಿ ಅವರನ್ನು ಭೇಟಿ ಮಾಡಿ ಮನವಿ ಸಲ್ಲಿಸಿತು. ಬೇಡಿಕೆಗಳ ಕುರಿತು ಸಕಾರಾತ್ಮಕ ಸ್ಪಂದನೆ ದೊರೆತಿದೆ ಎಂದು ನಿಯೋಗದ ಸದಸ್ಯರು ತಿಳಿಸಿದರು. ಮುಂದಿನ ವಾರ ಮತ್ತೊಂದು ಸುತ್ತಿನ ಸಭೆ ನಡೆಯಲಿದೆ. (601, 1107, 763, 1168)
caste-dateline-2: ಕುಶಾಲನಗರ: (13, 505, 53, 516)
bottom-rule-4 (767, 752, 768, 1484)
masthead-word2: ಮುಗಿಲು (122, 7, 183, 31)
pu-headline-line1: ಪಿಯು ವಿದ್ಯಾರ್ಥಿನಿಗೆ ಲೈಂಗಿಕ ಕಿರುಕುಳ, (659, 370, 921, 394)
bottom-rule-2 (389, 752, 390, 1484)
peace-subhead: ಶಾಂತಿ ನೆಲೆಸುತ್ತೆ? (66, 947, 140, 963)
